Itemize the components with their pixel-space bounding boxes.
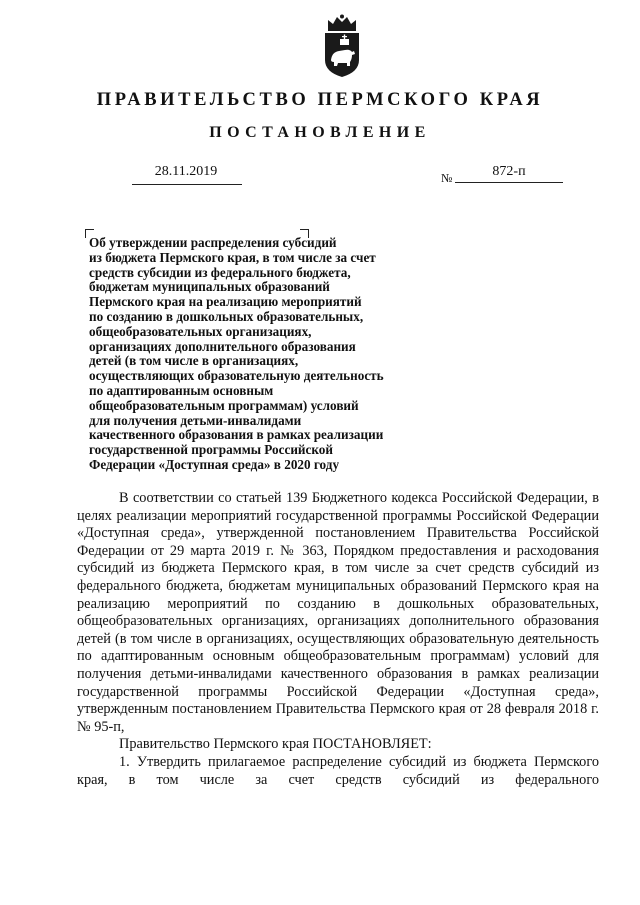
number-underline — [455, 182, 563, 183]
coat-of-arms-icon — [322, 14, 362, 78]
date-underline — [132, 184, 242, 185]
subject-line: бюджетам муниципальных образований — [89, 279, 330, 295]
document-body — [77, 490, 599, 789]
body-paragraph-preamble: В соответствии со статьей 139 Бюджетного кодекса Российской Федерации, в целях реализации мероприятий государственной программы Российской Федерации «Доступная среда», утвержденной постановлением Правительства Российской Федерации от 29 марта 2019 г. № 363, Порядком предоставления и расходования субсидий из бюджета Пермского края, в том числе за счет средств субсидий из федерального бюджета, бюджетам муниципальных образований Пермского края на реализацию мероприятий по созданию в дошкольных образовательных, общеобразовательных организациях, организациях дополнительного образования детей (в том числе в организациях, осуществляющих образовательную деятельность по адаптированным основным общеобразовательным программам) условий для получения детьми-инвалидами качественного образования в рамках реализации государственной программы Российской Федерации «Доступная среда», утвержденным постановлением Правительства Пермского края от 28 февраля 2018 г. № 95-п, — [77, 490, 599, 735]
subject-line: по созданию в дошкольных образовательных, — [89, 308, 364, 324]
body-paragraph-item-1: 1. Утвердить прилагаемое распределение субсидий из бюджета Пермского края, в том числе за счет средств субсидий из федерального — [77, 753, 599, 788]
subject-line: качественного образования в рамках реализации — [89, 427, 384, 443]
subject-line: Пермского края на реализацию мероприятий — [89, 294, 362, 310]
document-number: 872-п — [492, 164, 526, 179]
organization-title: ПРАВИТЕЛЬСТВО ПЕРМСКОГО КРАЯ — [96, 90, 544, 110]
document-date: 28.11.2019 — [154, 164, 218, 179]
subject-line: общеобразовательным программам) условий — [89, 397, 359, 413]
subject-line: средств субсидии из федерального бюджета, — [89, 264, 351, 280]
subject-line: общеобразовательных организациях, — [89, 323, 312, 339]
body-paragraph-resolution: Правительство Пермского края ПОСТАНОВЛЯЕТ: — [119, 736, 432, 753]
document-subject — [89, 236, 449, 473]
subject-line: государственной программы Российской — [89, 442, 333, 458]
document-type: ПОСТАНОВЛЕНИЕ — [209, 124, 431, 141]
subject-line: из бюджета Пермского края, в том числе за счет — [89, 249, 376, 265]
number-sign: № — [441, 171, 453, 185]
subject-line: Об утверждении распределения субсидий — [89, 235, 337, 250]
subject-line: организациях дополнительного образования — [89, 338, 356, 354]
subject-line: осуществляющих образовательную деятельность — [89, 368, 384, 384]
subject-line: детей (в том числе в организациях, — [89, 353, 299, 369]
subject-line: Федерации «Доступная среда» в 2020 году — [89, 456, 340, 472]
subject-line: по адаптированным основным — [89, 382, 274, 398]
subject-line: для получения детьми-инвалидами — [89, 412, 302, 428]
